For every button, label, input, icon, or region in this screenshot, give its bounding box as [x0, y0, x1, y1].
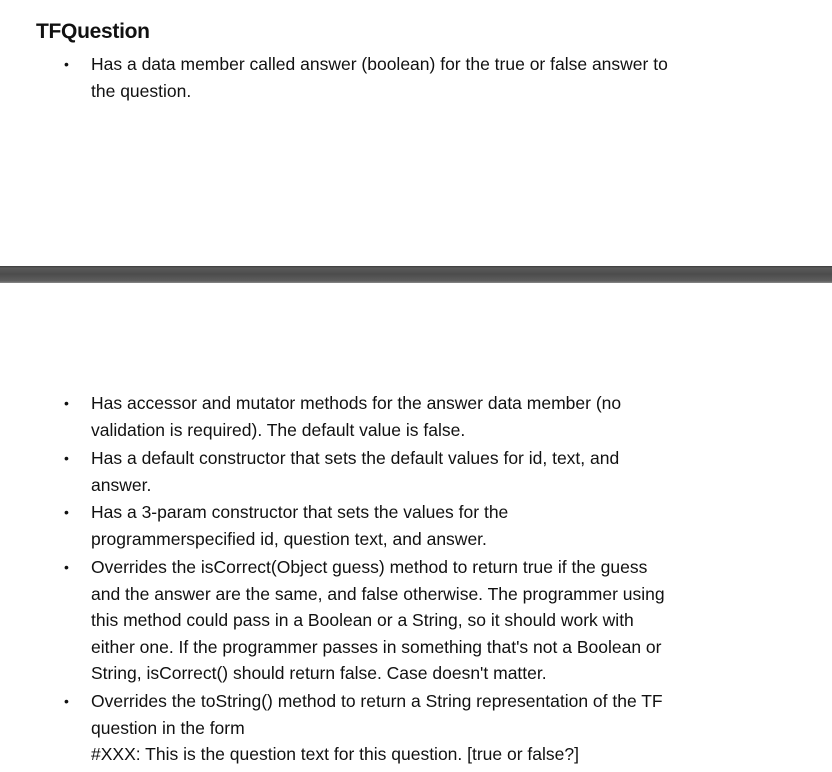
bullet-icon: •: [64, 450, 69, 466]
bullet-icon: •: [64, 504, 69, 520]
bullet-icon: •: [64, 56, 69, 72]
page-title: TFQuestion: [36, 20, 150, 43]
list-item-text: Overrides the toString() method to return a String representation of the TF question in the form #XXX: This is the question text for this question. [true or false?]: [91, 691, 663, 764]
list-item-text: Has a 3-param constructor that sets the values for the programmerspecified id, question text, and answer.: [91, 502, 509, 549]
bullet-icon: •: [64, 395, 69, 411]
list-item-text: Has a default constructor that sets the default values for id, text, and answer.: [91, 448, 620, 495]
list-item-text: Has a data member called answer (boolean) for the true or false answer to the question.: [91, 54, 668, 101]
bullet-icon: •: [64, 693, 69, 709]
list-item-text: Has accessor and mutator methods for the answer data member (no validation is required). The default value is false.: [91, 393, 622, 440]
section-divider: [0, 266, 832, 283]
list-item-text: Overrides the isCorrect(Object guess) method to return true if the guess and the answer are the same, and false otherwise. The programmer using this method could pass in a Boolean or a String, so it should work with either one. If the programmer passes in something that's not a Boolean or String, isCorrect() should return false. Case doesn't matter.: [91, 557, 665, 683]
bullet-icon: •: [64, 559, 69, 575]
